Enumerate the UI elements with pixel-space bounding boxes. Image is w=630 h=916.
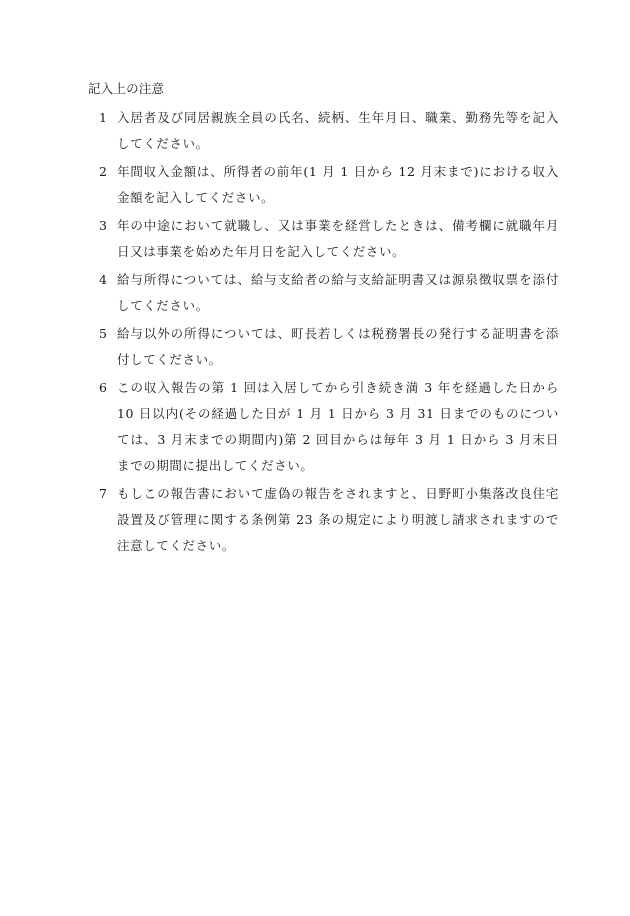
note-number: 2 <box>99 164 107 179</box>
notes-list <box>99 105 559 561</box>
note-text: 入居者及び同居親族全員の氏名、続柄、生年月日、職業、勤務先等を記入してください。 <box>117 110 559 151</box>
note-item-6 <box>99 375 559 479</box>
note-number: 4 <box>99 272 107 287</box>
note-item-4 <box>99 267 559 319</box>
note-number: 3 <box>99 218 107 233</box>
note-item-2 <box>99 159 559 211</box>
note-item-3 <box>99 213 559 265</box>
note-text: 給与以外の所得については、町長若しくは税務署長の発行する証明書を添付してください。 <box>117 326 559 367</box>
note-item-1 <box>99 105 559 157</box>
note-text: 年間収入金額は、所得者の前年(1 月 1 日から 12 月末まで)における収入金額を記入してください。 <box>117 164 559 205</box>
note-text: この収入報告の第 1 回は入居してから引き続き満 3 年を経過した日から 10 日以内(その経過した日が 1 月 1 日から 3 月 31 日までのものについては、3 月末までの期間内)第 2 回目からは毎年 3 月 1 日から 3 月末日までの期間に提出してください。 <box>117 380 559 473</box>
note-text: 年の中途において就職し、又は事業を経営したときは、備考欄に就職年月日又は事業を始めた年月日を記入してください。 <box>117 218 559 259</box>
note-text: もしこの報告書において虚偽の報告をされますと、日野町小集落改良住宅設置及び管理に関する条例第 23 条の規定により明渡し請求されますので注意してください。 <box>117 486 559 553</box>
note-text: 給与所得については、給与支給者の給与支給証明書又は源泉徴収票を添付してください。 <box>117 272 559 313</box>
note-number: 5 <box>99 326 107 341</box>
note-number: 1 <box>99 110 107 125</box>
note-item-7 <box>99 481 559 559</box>
notes-heading: 記入上の注意 <box>88 81 165 96</box>
note-item-5 <box>99 321 559 373</box>
note-number: 7 <box>99 486 107 501</box>
note-number: 6 <box>99 380 107 395</box>
